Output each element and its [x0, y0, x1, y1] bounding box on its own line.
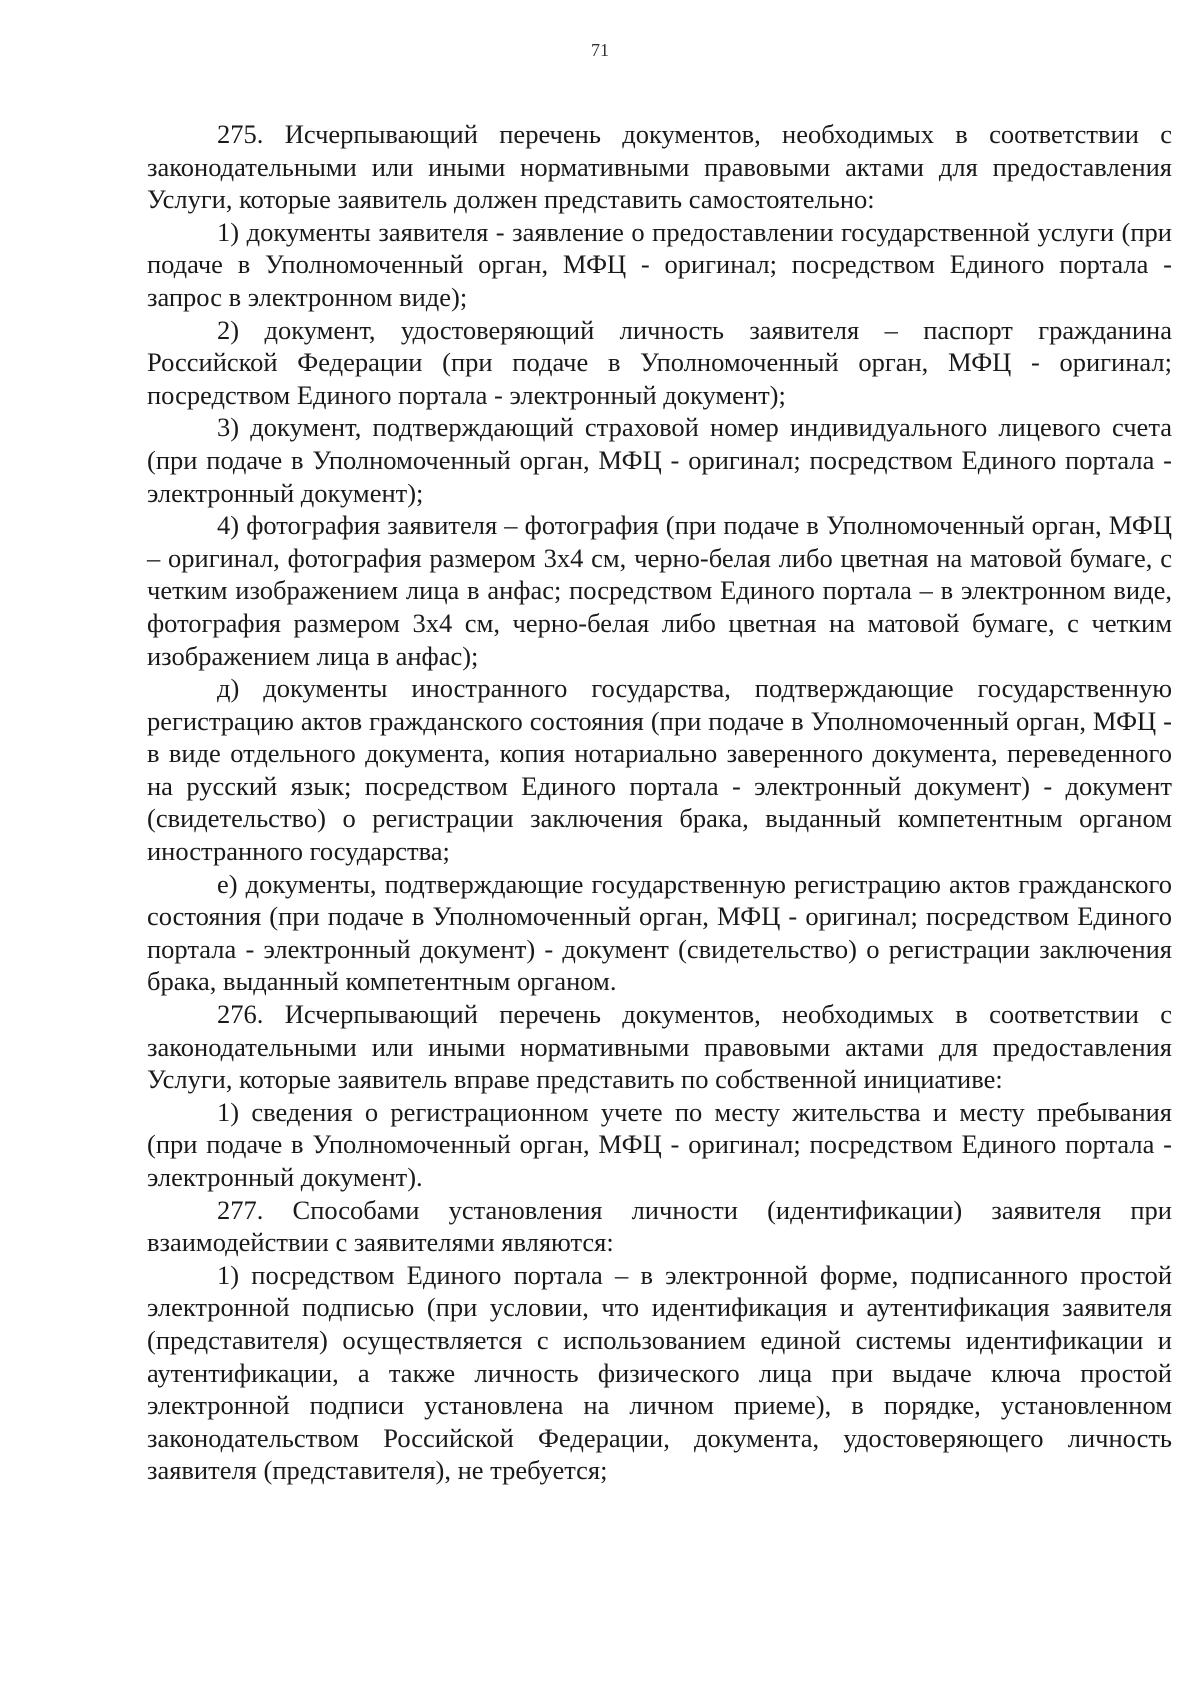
paragraph-276-item-1: 1) сведения о регистрационном учете по месту жительства и месту пребывания (при подаче в Уполномоченный орган, МФЦ - оригинал; посредством Единого портала - электронный документ). — [147, 1096, 1172, 1192]
document-body — [147, 118, 1172, 1487]
page-number: 71 — [591, 40, 609, 60]
paragraph-276: 276. Исчерпывающий перечень документов, необходимых в соответствии с законодательными или иными нормативными правовыми актами для предоставления Услуги, которые заявитель вправе представить по собственной инициативе: — [147, 999, 1172, 1095]
paragraph-275-item-3: 3) документ, подтверждающий страховой номер индивидуального лицевого счета (при подаче в Уполномоченный орган, МФЦ - оригинал; посредством Единого портала - электронный документ); — [147, 412, 1172, 508]
paragraph-275: 275. Исчерпывающий перечень документов, необходимых в соответствии с законодательными или иными нормативными правовыми актами для предоставления Услуги, которые заявитель должен представить самостоятельно: — [147, 119, 1172, 215]
paragraph-275-item-d: д) документы иностранного государства, подтверждающие государственную регистрацию актов гражданского состояния (при подаче в Уполномоченный орган, МФЦ - в виде отдельного документа, копия нотариально заверенного документа, переведенного на русский язык; посредством Единого портала - электронный документ) - документ (свидетельство) о регистрации заключения брака, выданный компетентным органом иностранного государства; — [147, 673, 1172, 867]
paragraph-277-item-1: 1) посредством Единого портала – в электронной форме, подписанного простой электронной подписью (при условии, что идентификация и аутентификация заявителя (представителя) осуществляется с использованием единой системы идентификации и аутентификации, а также личность физического лица при выдаче ключа простой электронной подписи установлена на личном приеме), в порядке, установленном законодательством Российской Федерации, документа, удостоверяющего личность заявителя (представителя), не требуется; — [147, 1259, 1172, 1486]
paragraph-277: 277. Способами установления личности (идентификации) заявителя при взаимодействии с заявителями являются: — [147, 1194, 1172, 1258]
paragraph-275-item-e: е) документы, подтверждающие государственную регистрацию актов гражданского состояния (при подаче в Уполномоченный орган, МФЦ - оригинал; посредством Единого портала - электронный документ) - документ (свидетельство) о регистрации заключения брака, выданный компетентным органом. — [147, 868, 1172, 997]
paragraph-275-item-4: 4) фотография заявителя – фотография (при подаче в Уполномоченный орган, МФЦ – оригинал, фотография размером 3x4 см, черно-белая либо цветная на матовой бумаге, с четким изображением лица в анфас; посредством Единого портала – в электронном виде, фотография размером 3x4 см, черно-белая либо цветная на матовой бумаге, с четким изображением лица в анфас); — [147, 510, 1172, 671]
paragraph-275-item-1: 1) документы заявителя - заявление о предоставлении государственной услуги (при подаче в Уполномоченный орган, МФЦ - оригинал; посредством Единого портала - запрос в электронном виде); — [147, 216, 1172, 312]
paragraph-275-item-2: 2) документ, удостоверяющий личность заявителя – паспорт гражданина Российской Федерации (при подаче в Уполномоченный орган, МФЦ - оригинал; посредством Единого портала - электронный документ); — [147, 314, 1172, 410]
